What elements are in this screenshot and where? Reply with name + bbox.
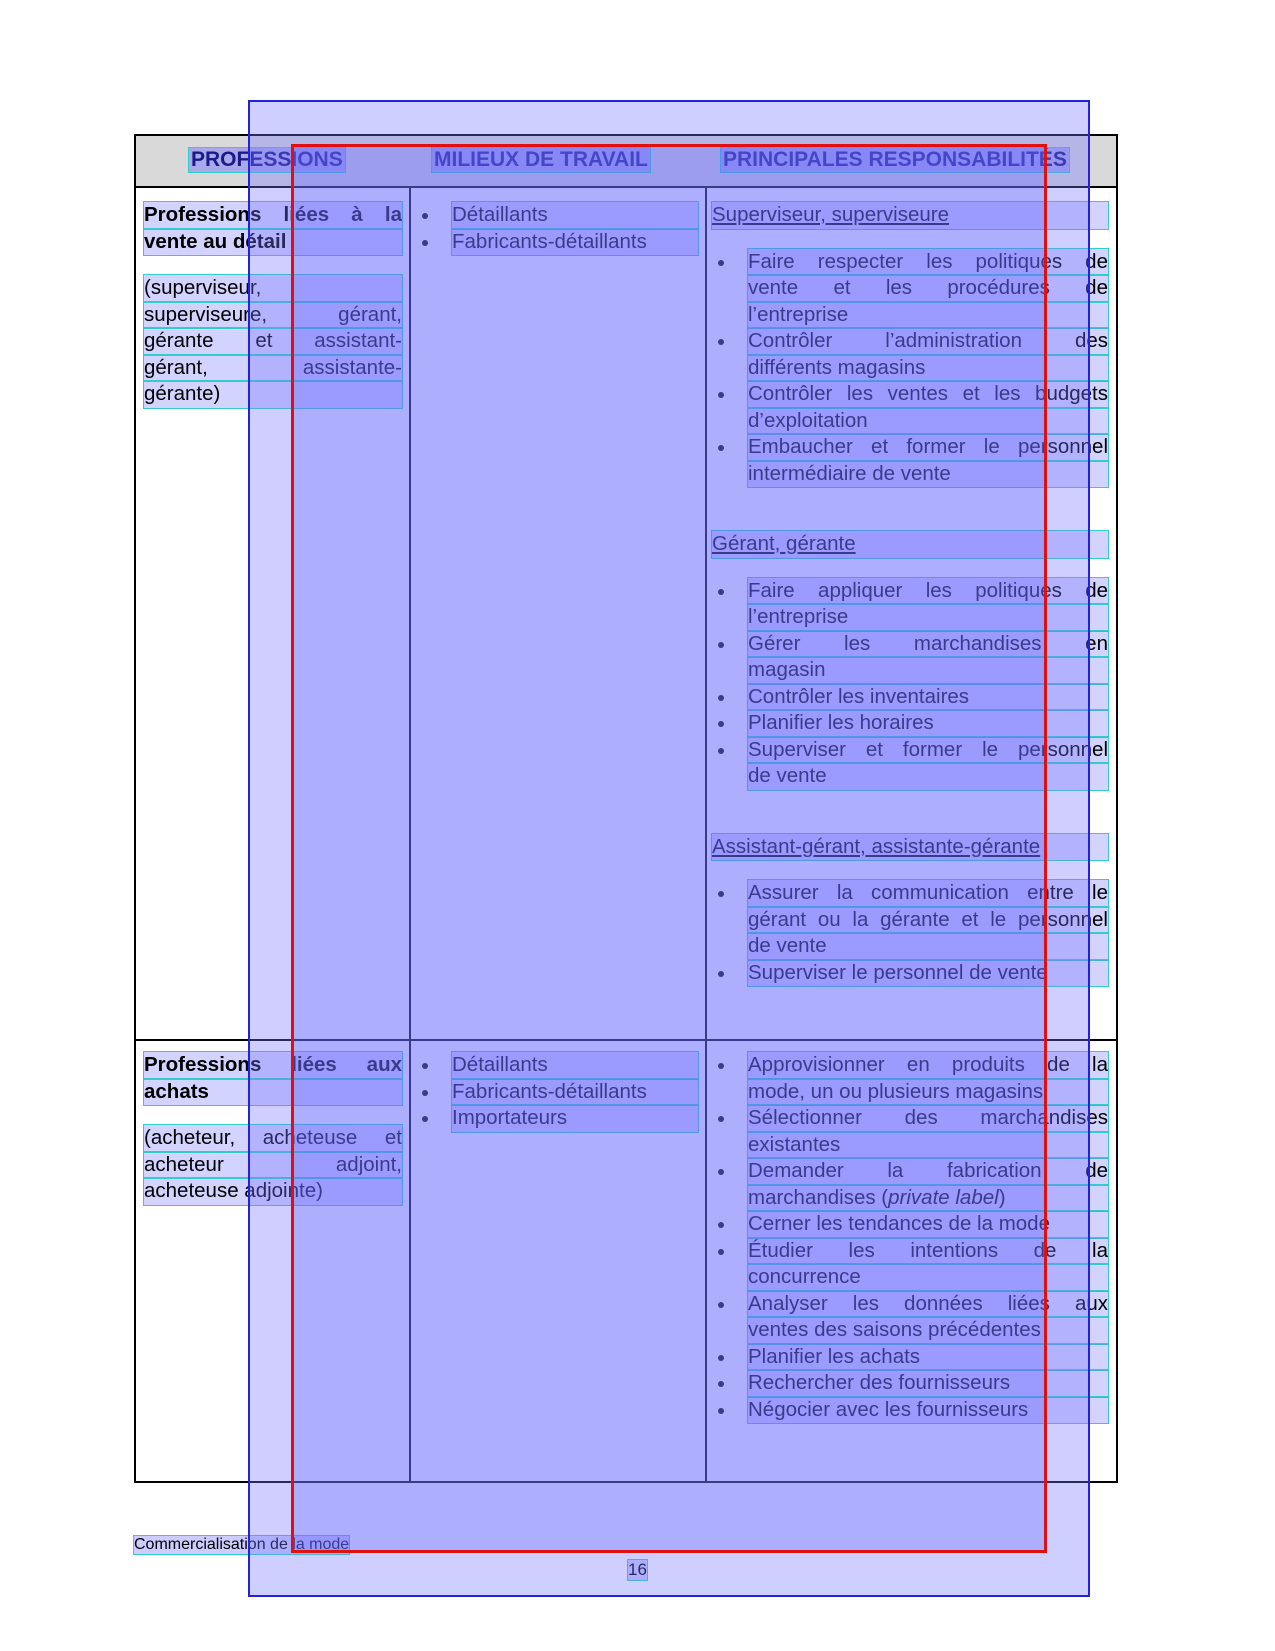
row-divider (136, 1039, 1116, 1041)
row2-responsabilites-cell (712, 1052, 1108, 1423)
list-item: Gérer les marchandises en magasin (712, 631, 1108, 684)
row2-milieux-cell (416, 1052, 698, 1132)
row1-title-line: Professions liées à la (144, 202, 402, 229)
header-professions: PROFESSIONS (191, 148, 343, 171)
column-divider-1 (409, 188, 411, 1483)
list-item: Superviser le personnel de vente (712, 960, 1108, 987)
footer-document-title: Commercialisation de la mode (134, 1536, 350, 1553)
row1-milieux-cell (416, 202, 698, 255)
list-item: Importateurs (416, 1105, 698, 1132)
list-item: Demander la fabrication de marchandises (private label) (712, 1158, 1108, 1211)
list-item: Fabricants-détaillants (416, 1079, 698, 1106)
group-title-assistant: Assistant-gérant, assistante-gérante (712, 834, 1108, 861)
list-item: Rechercher des fournisseurs (712, 1370, 1108, 1397)
row2-profession-cell (144, 1052, 402, 1205)
list-item: Planifier les horaires (712, 710, 1108, 737)
list-item: Faire appliquer les politiques de l’entreprise (712, 578, 1108, 631)
list-item: Superviser et former le personnel de vente (712, 737, 1108, 790)
table-header-row (136, 136, 1116, 188)
list-item: Détaillants (416, 1052, 698, 1079)
row2-detail-line: (acheteur, acheteuse et (144, 1125, 402, 1152)
row1-detail-line: gérante) (144, 381, 402, 408)
list-item: Contrôler les inventaires (712, 684, 1108, 711)
row1-detail-line: gérante et assistant- (144, 328, 402, 355)
row1-profession-cell (144, 202, 402, 408)
list-item: Négocier avec les fournisseurs (712, 1397, 1108, 1424)
group-title-gerant: Gérant, gérante (712, 531, 1108, 558)
row1-title-line: vente au détail (144, 229, 402, 256)
list-item: Étudier les intentions de la concurrence (712, 1238, 1108, 1291)
group-title-superviseur: Superviseur, superviseure (712, 202, 1108, 229)
row1-detail-line: (superviseur, (144, 275, 402, 302)
row2-title-line: Professions liées aux (144, 1052, 402, 1079)
list-item: Planifier les achats (712, 1344, 1108, 1371)
row2-title-line: achats (144, 1079, 402, 1106)
row2-detail-line: acheteuse adjointe) (144, 1178, 402, 1205)
list-item: Sélectionner des marchandises existantes (712, 1105, 1108, 1158)
column-divider-2 (705, 188, 707, 1483)
list-item: Assurer la communication entre le gérant ou la gérante et le personnel de vente (712, 880, 1108, 960)
list-item: Faire respecter les politiques de vente et les procédures de l’entreprise (712, 249, 1108, 329)
professions-table (134, 134, 1118, 1483)
header-responsabilites: PRINCIPALES RESPONSABILITÉS (723, 148, 1067, 171)
row1-detail-line: gérant, assistante- (144, 355, 402, 382)
list-item: Cerner les tendances de la mode (712, 1211, 1108, 1238)
list-item: Analyser les données liées aux ventes des saisons précédentes (712, 1291, 1108, 1344)
row1-responsabilites-cell (712, 202, 1108, 986)
list-item: Détaillants (416, 202, 698, 229)
row1-detail-line: superviseure, gérant, (144, 302, 402, 329)
list-item: Fabricants-détaillants (416, 229, 698, 256)
page-number: 16 (628, 1560, 647, 1579)
header-milieux: MILIEUX DE TRAVAIL (434, 148, 648, 171)
list-item: Contrôler les ventes et les budgets d’exploitation (712, 381, 1108, 434)
list-item: Embaucher et former le personnel intermédiaire de vente (712, 434, 1108, 487)
row2-detail-line: acheteur adjoint, (144, 1152, 402, 1179)
list-item: Contrôler l’administration des différents magasins (712, 328, 1108, 381)
list-item: Approvisionner en produits de la mode, un ou plusieurs magasins (712, 1052, 1108, 1105)
